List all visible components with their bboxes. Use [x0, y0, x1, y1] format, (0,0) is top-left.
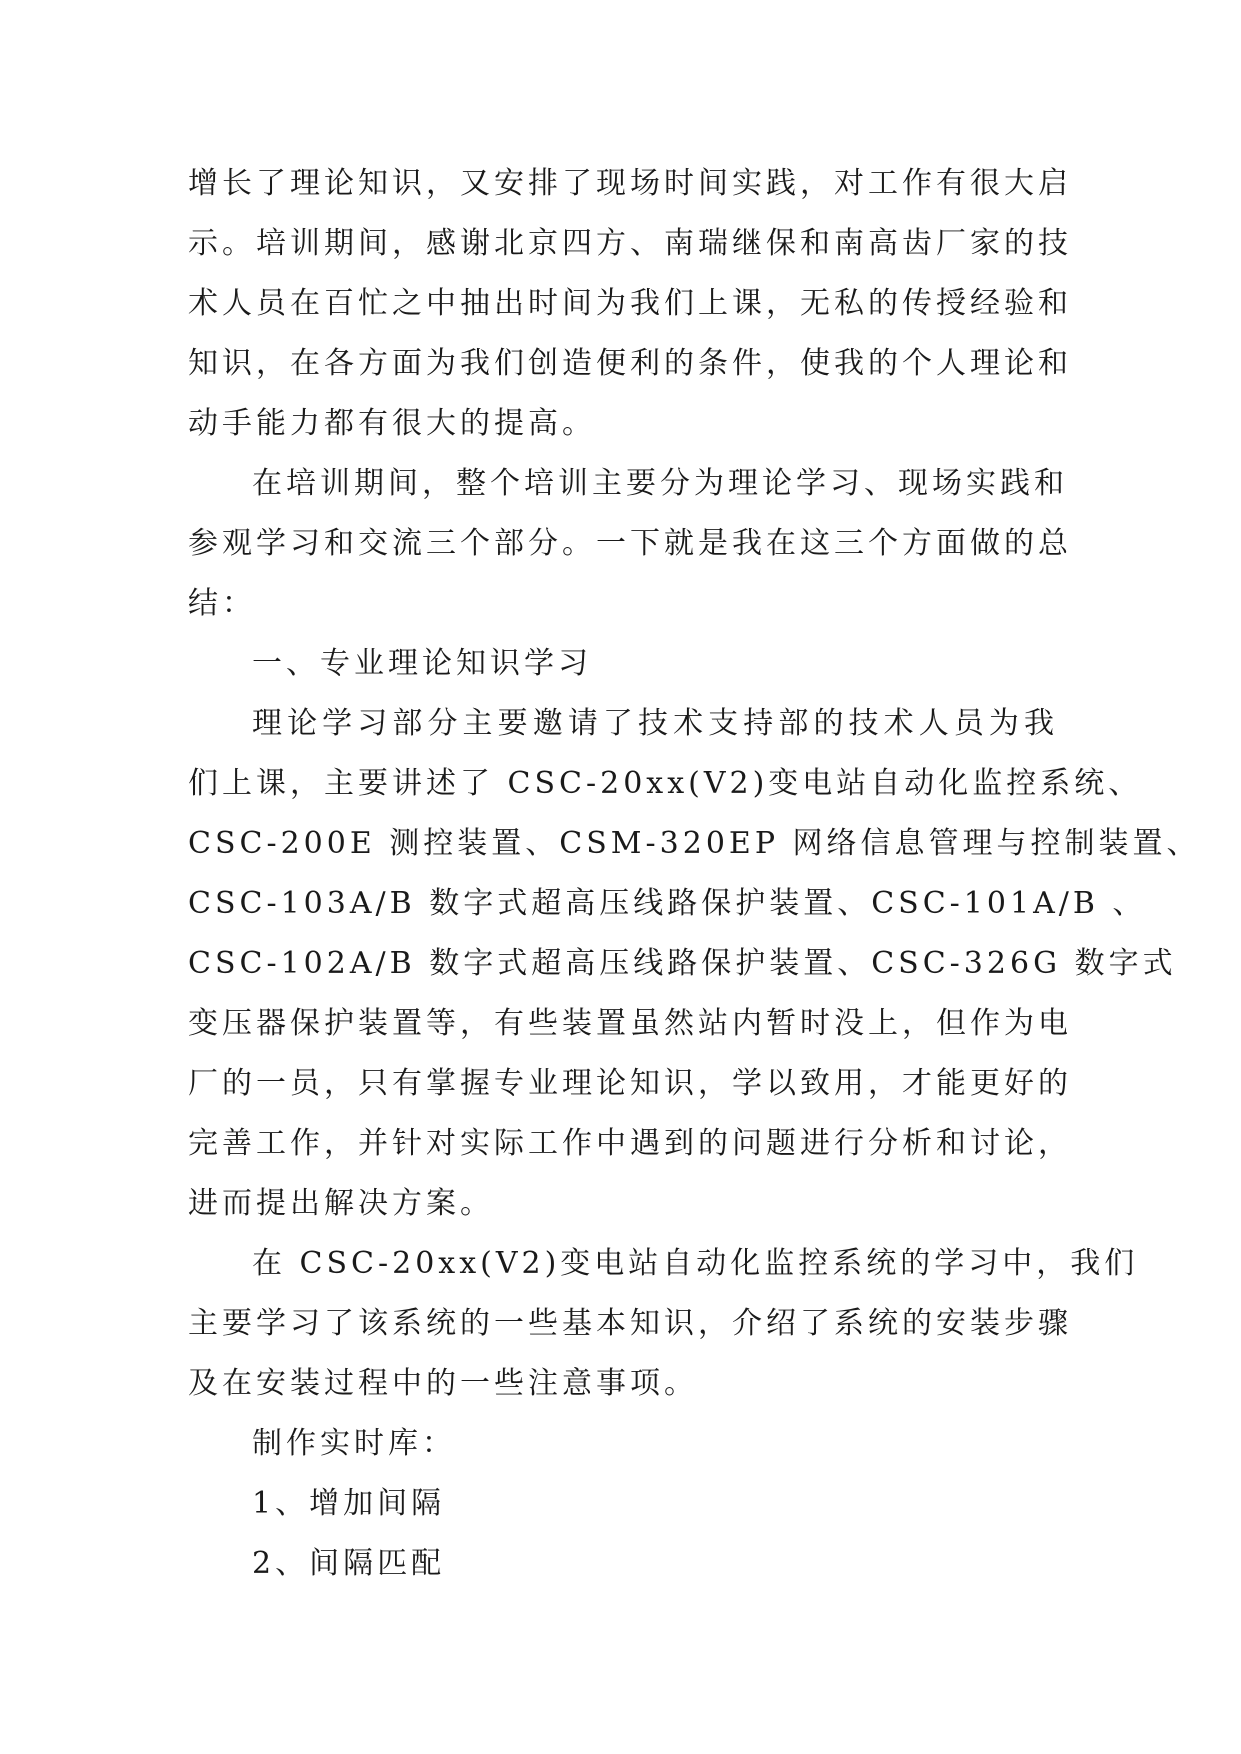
text-line: 主要学习了该系统的一些基本知识，介绍了系统的安装步骤: [188, 1306, 1072, 1341]
text-line: 知识，在各方面为我们创造便利的条件，使我的个人理论和: [188, 346, 1072, 381]
text-line: 示。培训期间，感谢北京四方、南瑞继保和南高齿厂家的技: [188, 226, 1072, 261]
text-line: 变压器保护装置等，有些装置虽然站内暂时没上，但作为电: [188, 1006, 1072, 1041]
text-line: 在培训期间，整个培训主要分为理论学习、现场实践和: [252, 466, 1068, 501]
paragraph-intro-continuation: [188, 154, 1072, 454]
paragraph-theory-details: [188, 694, 1201, 1234]
text-line: 动手能力都有很大的提高。: [188, 406, 596, 441]
text-line: CSC-200E 测控装置、CSM-320EP 网络信息管理与控制装置、: [188, 826, 1201, 861]
text-line: CSC-103A/B 数字式超高压线路保护装置、CSC-101A/B 、: [188, 886, 1147, 921]
text-line: CSC-102A/B 数字式超高压线路保护装置、CSC-326G 数字式: [188, 946, 1177, 981]
text-line: 参观学习和交流三个部分。一下就是我在这三个方面做的总: [188, 526, 1072, 561]
text-line: 术人员在百忙之中抽出时间为我们上课，无私的传授经验和: [188, 286, 1072, 321]
text-line: 1、增加间隔: [252, 1486, 446, 1521]
paragraph-monitoring-system: [188, 1234, 1139, 1414]
text-line: 2、间隔匹配: [252, 1546, 446, 1581]
paragraph-realtime-db-heading: [188, 1414, 1058, 1474]
text-line: 及在安装过程中的一些注意事项。: [188, 1366, 698, 1401]
text-line: 结：: [188, 586, 256, 621]
section-heading-theory: [188, 634, 1058, 694]
text-line: 一、专业理论知识学习: [252, 646, 592, 681]
text-line: 制作实时库：: [252, 1426, 456, 1461]
text-line: 完善工作，并针对实际工作中遇到的问题进行分析和讨论，: [188, 1126, 1072, 1161]
text-line: 增长了理论知识，又安排了现场时间实践，对工作有很大启: [188, 166, 1072, 201]
text-line: 们上课，主要讲述了 CSC-20xx(V2)变电站自动化监控系统、: [188, 766, 1143, 801]
text-line: 进而提出解决方案。: [188, 1186, 494, 1221]
text-line: 理论学习部分主要邀请了技术支持部的技术人员为我: [252, 706, 1058, 741]
text-line: 厂的一员，只有掌握专业理论知识，学以致用，才能更好的: [188, 1066, 1072, 1101]
document-body: [188, 154, 1201, 1594]
list-item-1: [188, 1474, 1058, 1534]
list-item-2: [188, 1534, 1058, 1594]
text-line: 在 CSC-20xx(V2)变电站自动化监控系统的学习中，我们: [252, 1246, 1139, 1281]
paragraph-training-overview: [188, 454, 1072, 634]
